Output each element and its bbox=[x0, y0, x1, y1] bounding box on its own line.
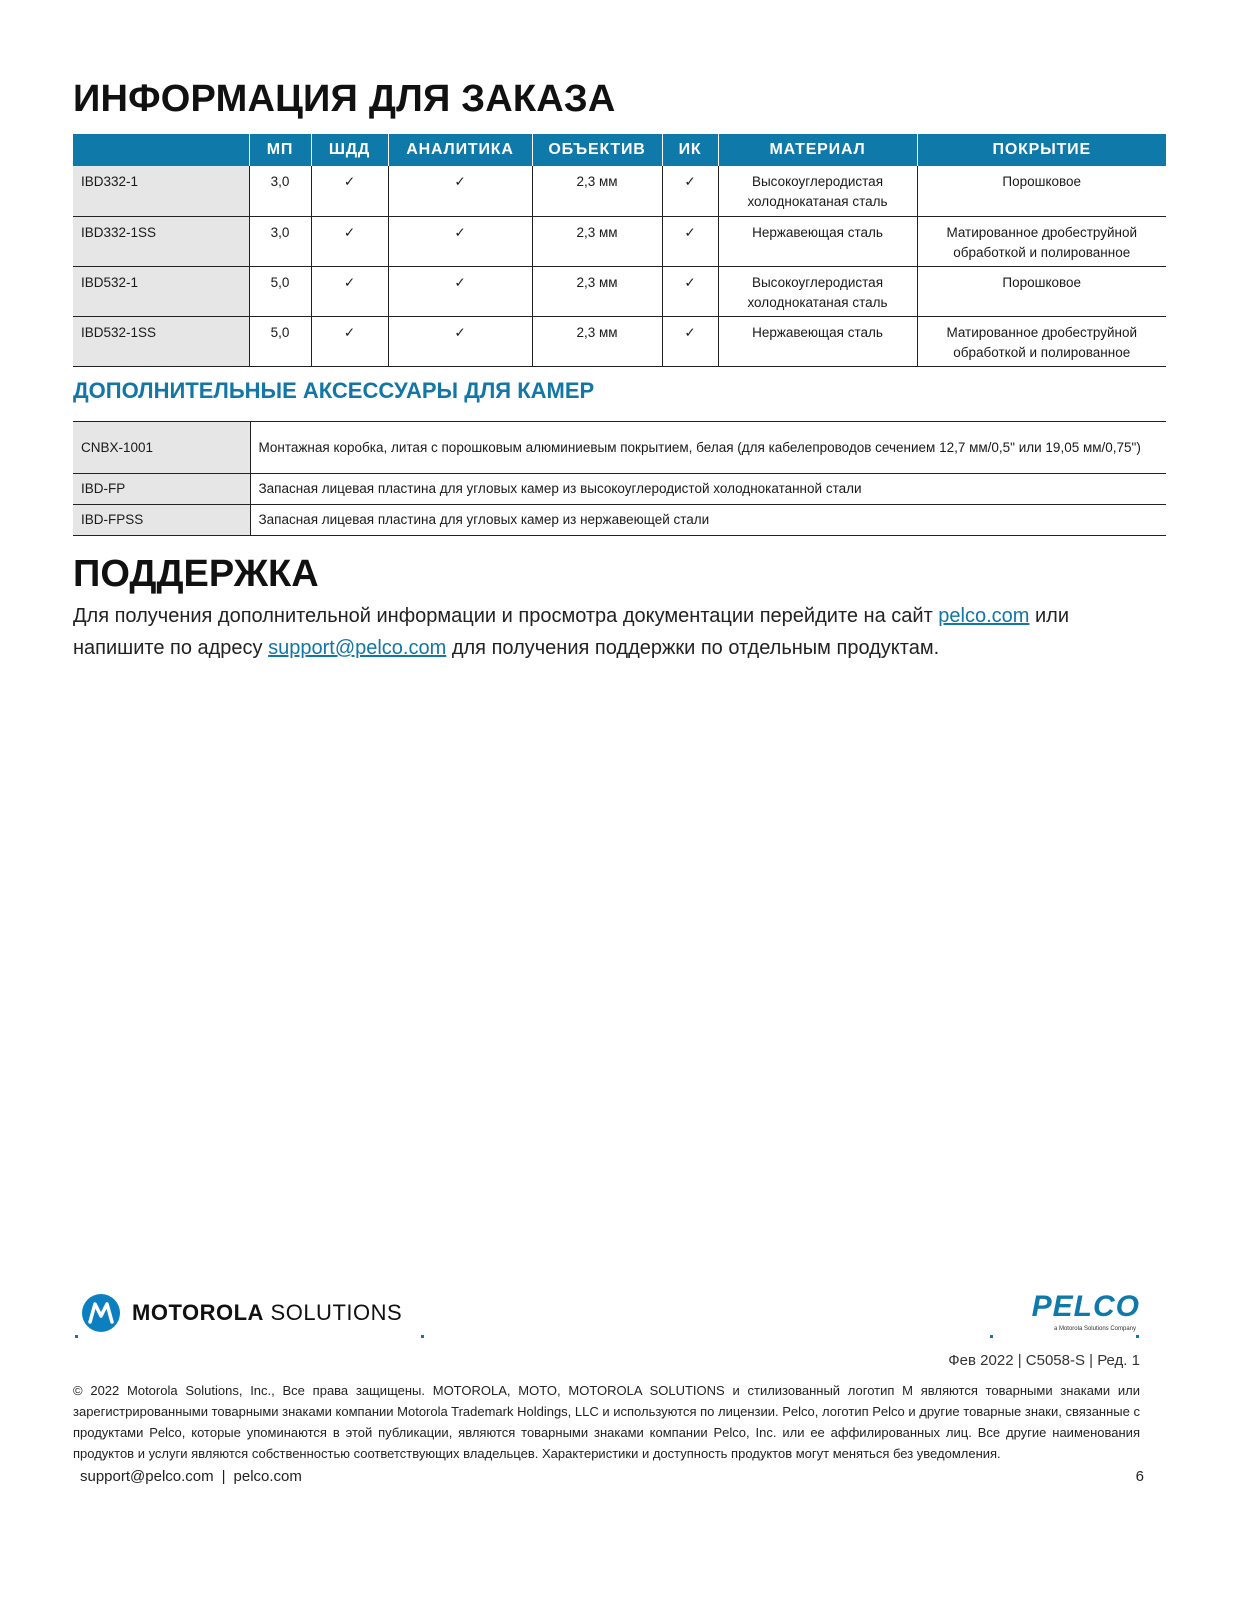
lens-cell: 2,3 мм bbox=[532, 166, 662, 216]
analytics-check: ✓ bbox=[388, 316, 532, 366]
header-ir: ИК bbox=[662, 134, 718, 166]
ir-check: ✓ bbox=[662, 266, 718, 316]
page-title: ИНФОРМАЦИЯ ДЛЯ ЗАКАЗА bbox=[73, 78, 616, 120]
header-model bbox=[73, 134, 249, 166]
accessories-table bbox=[73, 421, 1166, 536]
header-analytics: АНАЛИТИКА bbox=[388, 134, 532, 166]
motorola-wordmark bbox=[132, 1300, 402, 1326]
divider-mark bbox=[421, 1335, 424, 1338]
wdr-check: ✓ bbox=[311, 216, 388, 266]
support-email-link[interactable]: support@pelco.com bbox=[268, 637, 447, 659]
support-text-part: Для получения дополнительной информации и просмотра документации перейдите на сайт bbox=[73, 605, 939, 627]
table-row bbox=[73, 216, 1166, 266]
footer-site-link[interactable]: pelco.com bbox=[233, 1468, 302, 1485]
footer-email-link[interactable]: support@pelco.com bbox=[80, 1468, 214, 1485]
material-cell: Высокоуглеродистая холоднокатаная сталь bbox=[718, 266, 917, 316]
finish-cell: Порошковое bbox=[917, 266, 1166, 316]
model-cell: IBD532-1 bbox=[73, 266, 249, 316]
table-row bbox=[73, 316, 1166, 366]
support-text-part: или напишите по адресу bbox=[73, 605, 1070, 659]
wdr-check: ✓ bbox=[311, 316, 388, 366]
header-lens: ОБЪЕКТИВ bbox=[532, 134, 662, 166]
accessory-description: Запасная лицевая пластина для угловых камер из высокоуглеродистой холоднокатанной стали bbox=[250, 474, 1166, 505]
model-cell: IBD332-1 bbox=[73, 166, 249, 216]
mp-cell: 3,0 bbox=[249, 216, 311, 266]
model-cell: IBD532-1SS bbox=[73, 316, 249, 366]
support-title: ПОДДЕРЖКА bbox=[73, 553, 319, 595]
lens-cell: 2,3 мм bbox=[532, 216, 662, 266]
material-cell: Высокоуглеродистая холоднокатаная сталь bbox=[718, 166, 917, 216]
motorola-wordmark-light: SOLUTIONS bbox=[263, 1300, 403, 1325]
divider-mark bbox=[75, 1335, 78, 1338]
pelco-wordmark: PELCO bbox=[1031, 1290, 1140, 1323]
mp-cell: 5,0 bbox=[249, 266, 311, 316]
accessories-title: ДОПОЛНИТЕЛЬНЫЕ АКСЕССУАРЫ ДЛЯ КАМЕР bbox=[73, 378, 595, 403]
page-number: 6 bbox=[1135, 1468, 1144, 1485]
pelco-link[interactable]: pelco.com bbox=[938, 605, 1030, 627]
motorola-solutions-logo bbox=[82, 1294, 422, 1334]
finish-cell: Порошковое bbox=[917, 166, 1166, 216]
motorola-m-icon bbox=[82, 1294, 120, 1332]
finish-cell: Матированное дробеструйной обработкой и полированное bbox=[917, 316, 1166, 366]
accessory-description: Монтажная коробка, литая с порошковым алюминиевым покрытием, белая (для кабелепроводов сечением 12,7 мм/0,5" или 19,05 мм/0,75") bbox=[250, 422, 1166, 474]
footer-contacts bbox=[80, 1468, 302, 1485]
analytics-check: ✓ bbox=[388, 166, 532, 216]
accessory-row bbox=[73, 474, 1166, 505]
table-row bbox=[73, 266, 1166, 316]
wdr-check: ✓ bbox=[311, 266, 388, 316]
support-text-part: для получения поддержки по отдельным продуктам. bbox=[446, 637, 940, 659]
footer-separator: | bbox=[221, 1468, 226, 1485]
ir-check: ✓ bbox=[662, 216, 718, 266]
document-date-line: Фев 2022 | C5058-S | Ред. 1 bbox=[948, 1352, 1140, 1369]
accessory-description: Запасная лицевая пластина для угловых камер из нержавеющей стали bbox=[250, 505, 1166, 536]
motorola-wordmark-bold: MOTOROLA bbox=[132, 1300, 264, 1325]
ir-check: ✓ bbox=[662, 316, 718, 366]
legal-notice: © 2022 Motorola Solutions, Inc., Все права защищены. MOTOROLA, MOTO, MOTOROLA SOLUTIONS и стилизованный логотип M являются товарными знаками или зарегистрированными товарными знаками компании Motorola Trademark Holdings, LLC и используются по лицензии. Pelco, логотип Pelco и другие товарные знаки, связанные с продуктами Pelco, которые упоминаются в этой публикации, являются товарными знаками компании Pelco, Inc. или ее аффилированных лиц. Все другие наименования продуктов и услуги являются собственностью соответствующих владельцев. Характеристики и доступность продуктов могут меняться без уведомления. bbox=[73, 1383, 1140, 1461]
pelco-logo bbox=[990, 1290, 1140, 1336]
header-finish: ПОКРЫТИЕ bbox=[917, 134, 1166, 166]
accessory-row bbox=[73, 422, 1166, 474]
mp-cell: 3,0 bbox=[249, 166, 311, 216]
analytics-check: ✓ bbox=[388, 266, 532, 316]
header-mp: МП bbox=[249, 134, 311, 166]
accessory-code: CNBX-1001 bbox=[73, 422, 250, 474]
table-header-row bbox=[73, 134, 1166, 166]
finish-cell: Матированное дробеструйной обработкой и полированное bbox=[917, 216, 1166, 266]
ordering-table bbox=[73, 134, 1166, 367]
wdr-check: ✓ bbox=[311, 166, 388, 216]
material-cell: Нержавеющая сталь bbox=[718, 316, 917, 366]
lens-cell: 2,3 мм bbox=[532, 266, 662, 316]
accessory-row bbox=[73, 505, 1166, 536]
model-cell: IBD332-1SS bbox=[73, 216, 249, 266]
ir-check: ✓ bbox=[662, 166, 718, 216]
table-row bbox=[73, 166, 1166, 216]
analytics-check: ✓ bbox=[388, 216, 532, 266]
pelco-tagline: a Motorola Solutions Company bbox=[1053, 1326, 1136, 1332]
lens-cell: 2,3 мм bbox=[532, 316, 662, 366]
material-cell: Нержавеющая сталь bbox=[718, 216, 917, 266]
support-text bbox=[73, 600, 1153, 664]
accessory-code: IBD-FP bbox=[73, 474, 250, 505]
header-wdr: ШДД bbox=[311, 134, 388, 166]
accessory-code: IBD-FPSS bbox=[73, 505, 250, 536]
header-material: МАТЕРИАЛ bbox=[718, 134, 917, 166]
mp-cell: 5,0 bbox=[249, 316, 311, 366]
